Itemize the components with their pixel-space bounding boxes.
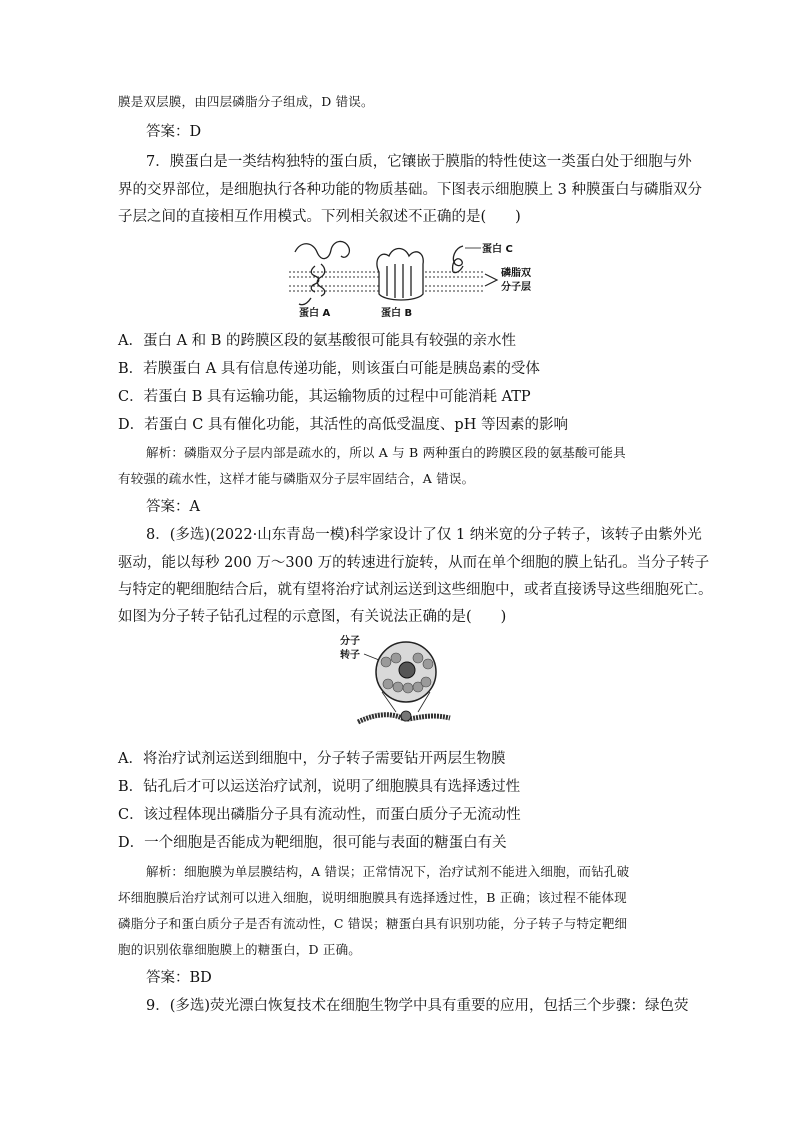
rotor-core	[399, 662, 415, 678]
protein-b-shape	[377, 249, 423, 301]
option-8a: A．将治疗试剂运送到细胞中，分子转子需要钻开两层生物膜	[118, 751, 506, 767]
label-bilayer-2: 分子层	[501, 282, 531, 293]
answer-q8: 答案：BD	[146, 970, 212, 986]
label-rotor-1: 分子	[340, 636, 360, 647]
explanation-line: 膜是双层膜，由四层磷脂分子组成，D 错误。	[118, 94, 374, 109]
explanation-8: 磷脂分子和蛋白质分子是否有流动性，C 错误；糖蛋白具有识别功能，分子转子与特定靶细	[118, 916, 628, 931]
answer-q7: 答案：A	[146, 499, 200, 515]
explanation-8: 解析：细胞膜为单层膜结构，A 错误；正常情况下，治疗试剂不能进入细胞，而钻孔破	[146, 864, 630, 879]
option-8d: D．一个细胞是否能成为靶细胞，很可能与表面的糖蛋白有关	[118, 835, 507, 851]
label-protein-b: 蛋白 B	[381, 308, 413, 319]
label-bilayer-1: 磷脂双	[501, 268, 531, 279]
question-8-text: 驱动，能以每秒 200 万～300 万的转速进行旋转，从而在单个细胞的膜上钻孔。当分子转子	[118, 555, 710, 571]
question-8-text: 8．(多选)(2022·山东青岛一模)科学家设计了仅 1 纳米宽的分子转子，该转子由紫外光	[146, 527, 702, 543]
protein-c-shape	[453, 246, 463, 273]
explanation-8: 胞的识别依靠细胞膜上的糖蛋白，D 正确。	[118, 942, 361, 957]
option-8c: C．该过程体现出磷脂分子具有流动性，而蛋白质分子无流动性	[118, 807, 521, 823]
pointer-arrow	[485, 274, 497, 286]
question-7-text: 界的交界部位，是细胞执行各种功能的物质基础。下图表示细胞膜上 3 种膜蛋白与磷脂双分	[118, 182, 702, 198]
label-protein-c: 蛋白 C	[482, 244, 513, 255]
label-rotor-2: 转子	[340, 650, 360, 661]
option-7d: D．若蛋白 C 具有催化功能，其活性的高低受温度、pH 等因素的影响	[118, 417, 568, 433]
explanation-7: 有较强的疏水性，这样才能与磷脂双分子层牢固结合，A 错误。	[118, 471, 475, 486]
question-7-text: 7．膜蛋白是一类结构独特的蛋白质，它镶嵌于膜脂的特性使这一类蛋白处于细胞与外	[146, 154, 692, 170]
molecular-rotor-figure	[338, 632, 458, 732]
membrane-protein-figure	[285, 234, 545, 320]
explanation-7: 解析：磷脂双分子层内部是疏水的，所以 A 与 B 两种蛋白的跨膜区段的氨基酸可能具	[146, 445, 626, 460]
label-protein-a: 蛋白 A	[299, 308, 331, 319]
explanation-8: 坏细胞膜后治疗试剂可以进入细胞，说明细胞膜具有选择透过性，B 正确；该过程不能体现	[118, 890, 627, 905]
option-7c: C．若蛋白 B 具有运输功能，其运输物质的过程中可能消耗 ATP	[118, 389, 531, 405]
option-7b: B．若膜蛋白 A 具有信息传递功能，则该蛋白可能是胰岛素的受体	[118, 361, 540, 377]
option-7a: A．蛋白 A 和 B 的跨膜区段的氨基酸很可能具有较强的亲水性	[118, 333, 517, 349]
answer-q6: 答案：D	[146, 124, 202, 140]
question-8-text: 如图为分子转子钻孔过程的示意图，有关说法正确的是( )	[118, 609, 507, 625]
question-9-text: 9．(多选)荧光漂白恢复技术在细胞生物学中具有重要的应用，包括三个步骤：绿色荧	[146, 998, 689, 1014]
question-8-text: 与特定的靶细胞结合后，就有望将治疗试剂运送到这些细胞中，或者直接诱导这些细胞死亡。	[118, 582, 713, 598]
protein-a-shape	[295, 241, 349, 304]
option-8b: B．钻孔后才可以运送治疗试剂，说明了细胞膜具有选择透过性	[118, 779, 521, 795]
question-7-text: 子层之间的直接相互作用模式。下列相关叙述不正确的是( )	[118, 209, 521, 225]
